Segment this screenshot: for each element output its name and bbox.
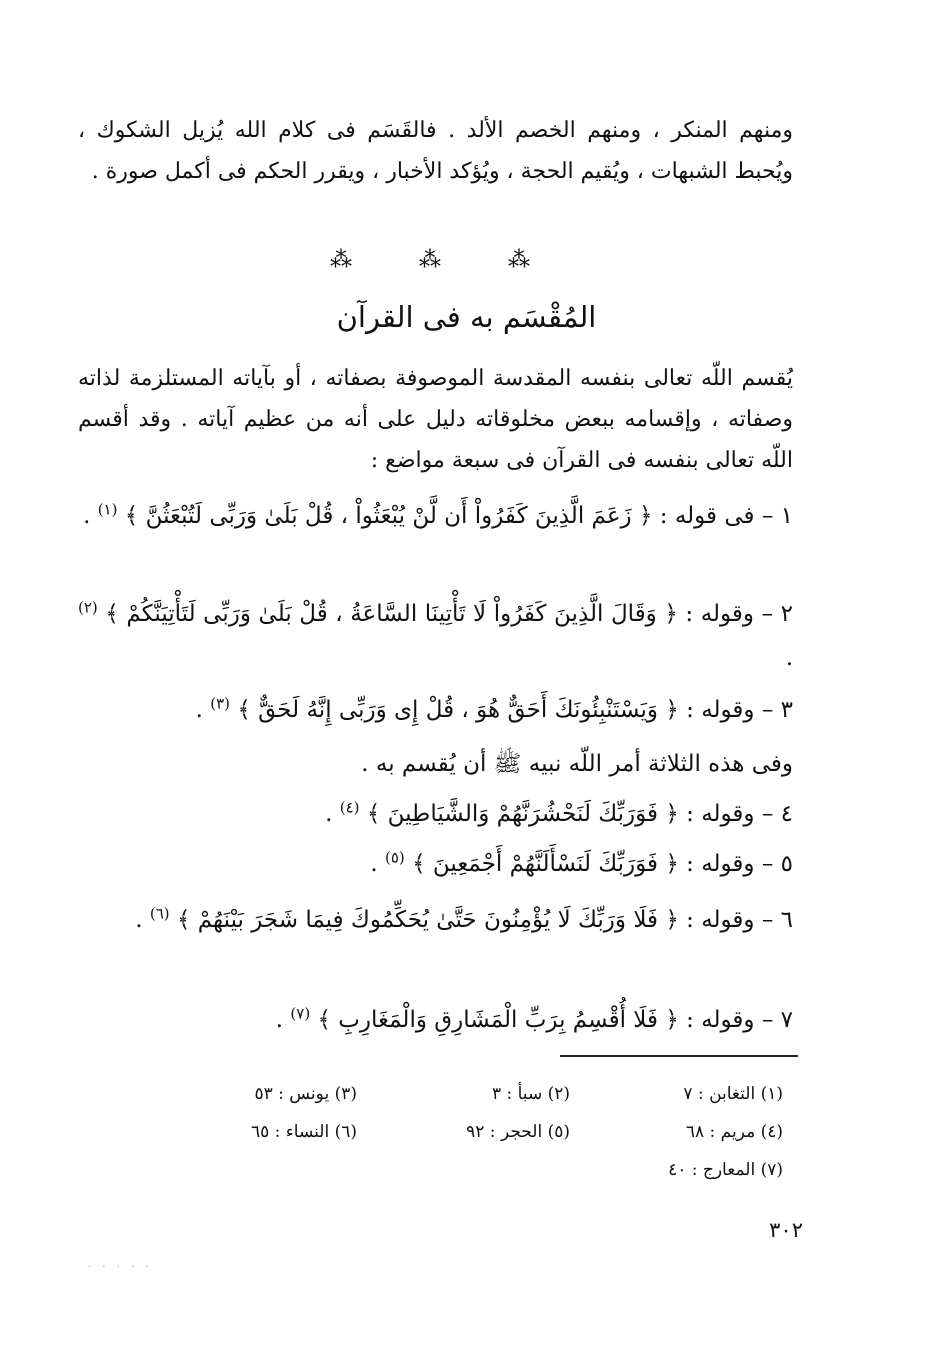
footnote-ref: (٣) xyxy=(210,694,231,713)
scan-dots-decoration: · · · · · xyxy=(88,1262,153,1273)
footnote-item: (٢) سبأ : ٣ xyxy=(491,1084,570,1104)
verse-item xyxy=(103,688,793,732)
verse-item xyxy=(78,898,793,942)
verse-item xyxy=(103,842,793,886)
footnote-ref: (١) xyxy=(97,500,118,519)
footnote-row xyxy=(143,1151,783,1189)
verse-text: ٧ – وقوله : ﴿ فَلَا أُقْسِمُ بِرَبِّ الْمَشَارِقِ وَالْمَغَارِبِ ﴾ xyxy=(317,1007,793,1033)
intro-paragraph xyxy=(78,110,793,192)
verse-end: . xyxy=(785,645,793,671)
verse-end: . xyxy=(83,503,98,529)
page-number: ٣٠٢ xyxy=(769,1218,803,1242)
verse-end: . xyxy=(135,907,150,933)
section-separator xyxy=(330,248,530,273)
footnote-item: (١) التغابن : ٧ xyxy=(683,1084,783,1104)
footnote-ref: (٥) xyxy=(384,848,405,867)
verse-end: . xyxy=(370,851,385,877)
footnote-item: (٣) يونس : ٥٣ xyxy=(254,1084,357,1104)
note-paragraph xyxy=(103,742,793,786)
intro-text: ومنهم المنكر ، ومنهم الخصم الألد . فالقَسَم فى كلام الله يُزيل الشكوك ، ويُحبط الشبهات ، ويُقيم الحجة ، ويُؤكد الأخبار ، ويقرر الحكم فى أكمل صورة . xyxy=(78,118,793,184)
section-heading: المُقْسَم به فى القرآن xyxy=(336,300,597,334)
footnote-item: (٦) النساء : ٦٥ xyxy=(251,1122,357,1142)
verse-text: ٢ – وقوله : ﴿ وَقَالَ الَّذِينَ كَفَرُواْ لَا تَأْتِينَا السَّاعَةُ ، قُلْ بَلَىٰ وَرَبِّى لَتَأْتِيَنَّكُمْ ﴾ xyxy=(105,601,793,627)
footnote-divider xyxy=(560,1055,798,1057)
footnote-row xyxy=(143,1113,783,1151)
verse-text: ٥ – وقوله : ﴿ فَوَرَبِّكَ لَنَسْأَلَنَّهُمْ أَجْمَعِينَ ﴾ xyxy=(412,851,793,877)
footnote-ref: (٤) xyxy=(339,798,360,817)
verse-item xyxy=(103,792,793,836)
star-ornament-icon: ⁂ xyxy=(330,248,352,273)
star-ornament-icon: ⁂ xyxy=(419,248,441,273)
verse-end: . xyxy=(325,801,340,827)
footnote-item: (٤) مريم : ٦٨ xyxy=(685,1122,783,1142)
section-paragraph-text: يُقسم اللّه تعالى بنفسه المقدسة الموصوفة بصفاته ، أو بآياته المستلزمة لذاته وصفاته ، وإقسامه ببعض مخلوقاته دليل على أنه من عظيم آياته . وقد أقسم اللّه تعالى بنفسه فى القرآن فى سبعة مواضع : xyxy=(78,366,793,473)
footnote-row xyxy=(143,1075,783,1113)
footnotes-block xyxy=(143,1075,783,1189)
verse-text: ٤ – وقوله : ﴿ فَوَرَبِّكَ لَنَحْشُرَنَّهُمْ وَالشَّيَاطِينَ ﴾ xyxy=(366,801,793,827)
verse-item xyxy=(103,998,793,1042)
footnote-ref: (٦) xyxy=(149,904,170,923)
section-paragraph xyxy=(78,358,793,481)
verse-end: . xyxy=(195,697,211,723)
verse-item xyxy=(78,592,793,680)
footnote-item: (٥) الحجر : ٩٢ xyxy=(466,1122,570,1142)
footnote-ref: (٧) xyxy=(290,1004,311,1023)
footnote-ref: (٢) xyxy=(78,598,98,617)
star-ornament-icon: ⁂ xyxy=(508,248,530,273)
verse-item xyxy=(78,494,793,538)
note-text: وفى هذه الثلاثة أمر اللّه نبيه ﷺ أن يُقسم به . xyxy=(361,751,793,777)
verse-text: ١ – فى قوله : ﴿ زَعَمَ الَّذِينَ كَفَرُواْ أَن لَّنْ يُبْعَثُواْ ، قُلْ بَلَىٰ وَرَبِّى لَتُبْعَثُنَّ ﴾ xyxy=(124,503,793,529)
verse-text: ٣ – وقوله : ﴿ وَيَسْتَنْبِئُونَكَ أَحَقٌّ هُوَ ، قُلْ إِى وَرَبِّى إِنَّهُ لَحَقٌّ ﴾ xyxy=(237,697,793,723)
verse-end: . xyxy=(275,1007,291,1033)
verse-text: ٦ – وقوله : ﴿ فَلَا وَرَبِّكَ لَا يُؤْمِنُونَ حَتَّىٰ يُحَكِّمُوكَ فِيمَا شَجَرَ بَيْنَهُمْ ﴾ xyxy=(176,907,793,933)
footnote-item: (٧) المعارج : ٤٠ xyxy=(668,1160,783,1180)
